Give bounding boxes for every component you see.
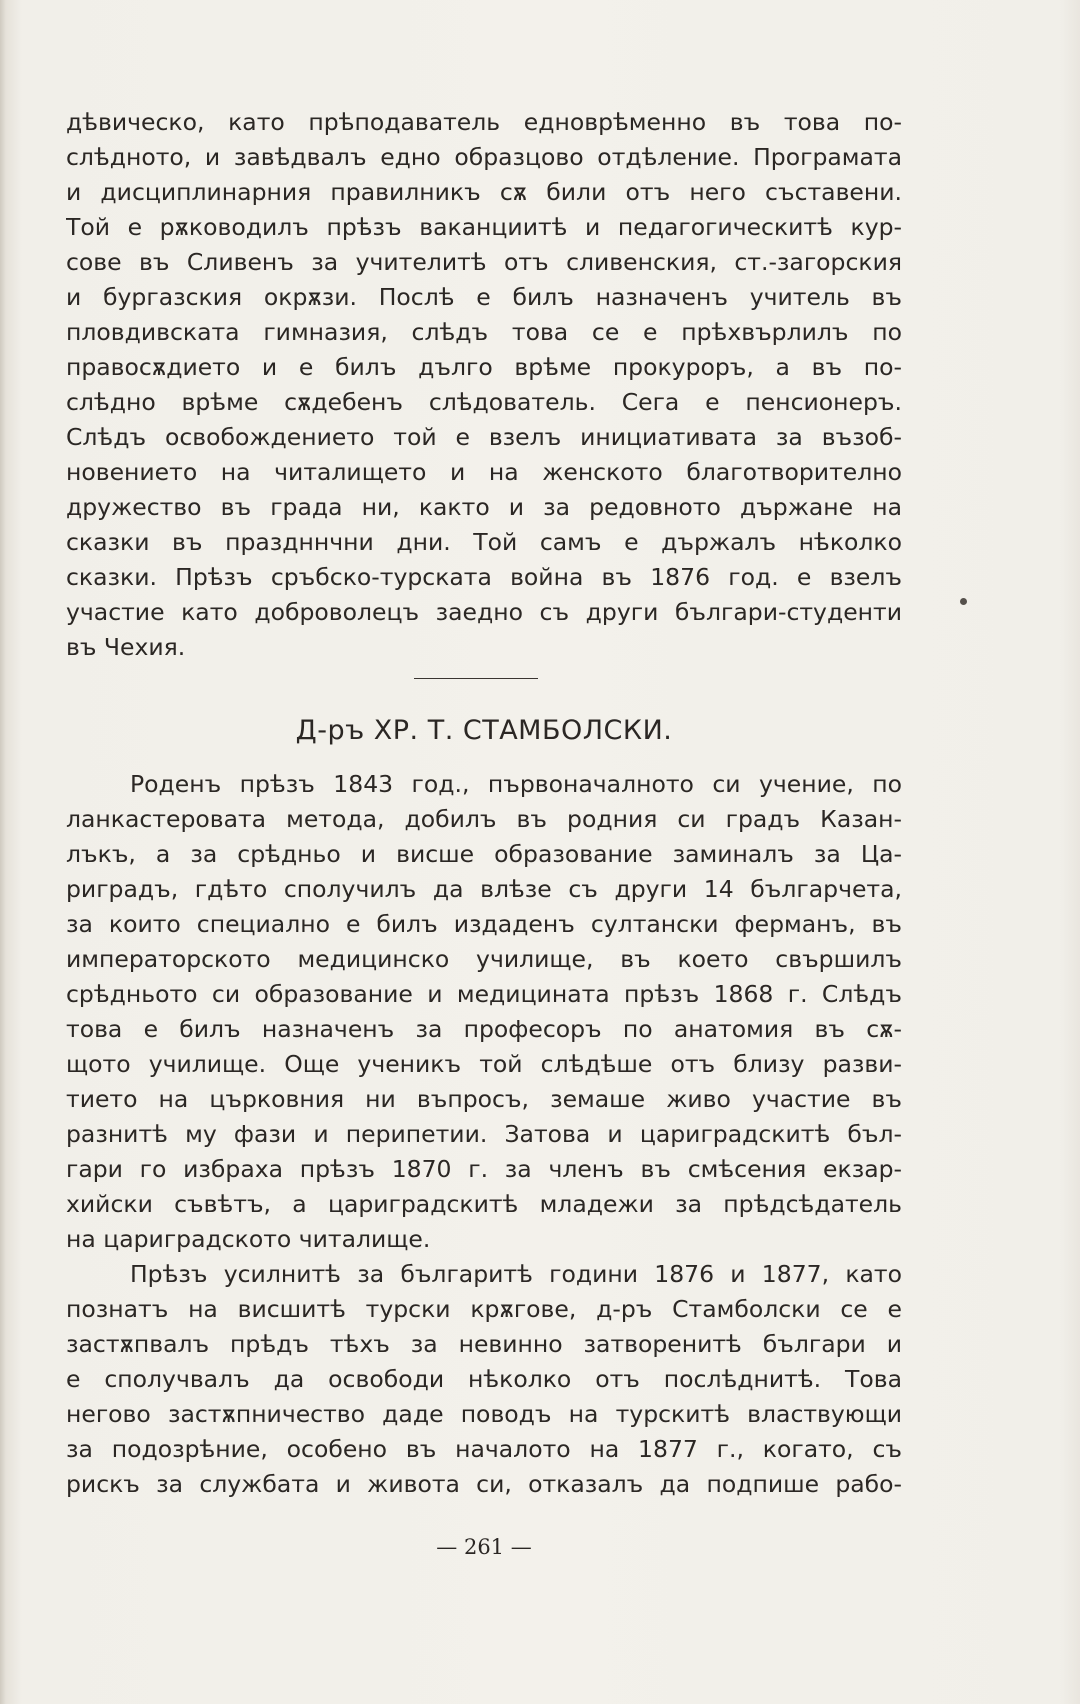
text-line: негово застѫпничество даде поводъ на турскитѣ властвующи <box>66 1400 902 1428</box>
text-line: дружество въ града ни, както и за редовното държане на <box>66 493 902 521</box>
text-line: гари го избраха прѣзъ 1870 г. за членъ въ смѣсения екзар- <box>66 1155 902 1183</box>
ink-speck <box>960 598 967 605</box>
text-line: ланкастеровата метода, добилъ въ родния си градъ Казан- <box>66 805 902 833</box>
top-paragraph <box>66 105 902 665</box>
text-line: и бургазския окрѫзи. Послѣ е билъ назначенъ учитель въ <box>66 283 902 311</box>
text-line: въ Чехия. <box>66 633 186 661</box>
text-line: хийски съвѣтъ, а цариградскитѣ младежи за прѣдсѣдатель <box>66 1190 902 1218</box>
text-line: слѣдното, и завѣдвалъ едно образцово отдѣление. Програмата <box>66 143 902 171</box>
text-line: правосѫдието и е билъ дълго врѣме прокуроръ, а въ по- <box>66 353 902 381</box>
text-line: слѣдно врѣме сѫдебенъ слѣдователь. Сега е пенсионеръ. <box>66 388 902 416</box>
biography-text <box>66 767 902 1502</box>
text-line: Прѣзъ усилнитѣ за българитѣ години 1876 и 1877, като <box>130 1260 902 1288</box>
text-line: риградъ, гдѣто сполучилъ да влѣзе съ други 14 българчета, <box>66 875 902 903</box>
text-line: рискъ за службата и живота си, отказалъ да подпише рабо- <box>66 1470 902 1498</box>
text-line: това е билъ назначенъ за професоръ по анатомия въ сѫ- <box>66 1015 902 1043</box>
text-line: Роденъ прѣзъ 1843 год., първоначалното си учение, по <box>130 770 902 798</box>
text-line: Той е рѫководилъ прѣзъ ваканциитѣ и педагогическитѣ кур- <box>66 213 902 241</box>
text-line: императорското медицинско училище, въ което свършилъ <box>66 945 902 973</box>
section-divider <box>414 678 538 679</box>
text-line: участие като доброволецъ заедно съ други българи-студенти <box>66 598 902 626</box>
text-line: на цариградското читалище. <box>66 1225 431 1253</box>
text-line: познатъ на висшитѣ турски крѫгове, д-ръ Стамболски се е <box>66 1295 902 1323</box>
text-line: дѣвическо, като прѣподаватель едноврѣменно въ това по- <box>66 108 902 136</box>
text-line: Слѣдъ освобождението той е взелъ инициативата за възоб- <box>66 423 902 451</box>
text-line: лъкъ, а за срѣдньо и висше образование заминалъ за Ца- <box>66 840 902 868</box>
text-line: срѣдньото си образование и медицината прѣзъ 1868 г. Слѣдъ <box>66 980 902 1008</box>
text-line: тието на църковния ни въпросъ, земаше живо участие въ <box>66 1085 902 1113</box>
text-line: сове въ Сливенъ за учителитѣ отъ сливенския, ст.-загорския <box>66 248 902 276</box>
text-line: и дисциплинарния правилникъ сѫ били отъ него съставени. <box>66 178 902 206</box>
text-line: за подозрѣние, особено въ началото на 1877 г., когато, съ <box>66 1435 902 1463</box>
text-line: новението на читалището и на женското благотворително <box>66 458 902 486</box>
text-line: щото училище. Още ученикъ той слѣдѣше отъ близу разви- <box>66 1050 902 1078</box>
section-heading: Д-ръ ХР. Т. СТАМБОЛСКИ. <box>295 715 673 746</box>
text-line: разнитѣ му фази и перипетии. Затова и цариградскитѣ бъл- <box>66 1120 902 1148</box>
text-line: сказки въ праздннчни дни. Той самъ е държалъ нѣколко <box>66 528 902 556</box>
text-line: пловдивската гимназия, слѣдъ това се е прѣхвърлилъ по <box>66 318 902 346</box>
text-line: за които специално е билъ издаденъ султански ферманъ, въ <box>66 910 902 938</box>
text-line: е сполучвалъ да освободи нѣколко отъ послѣднитѣ. Това <box>66 1365 902 1393</box>
text-line: сказки. Прѣзъ сръбско-турската война въ 1876 год. е взелъ <box>66 563 902 591</box>
page-number: — 261 — <box>436 1535 532 1559</box>
text-line: застѫпвалъ прѣдъ тѣхъ за невинно затворенитѣ българи и <box>66 1330 902 1358</box>
